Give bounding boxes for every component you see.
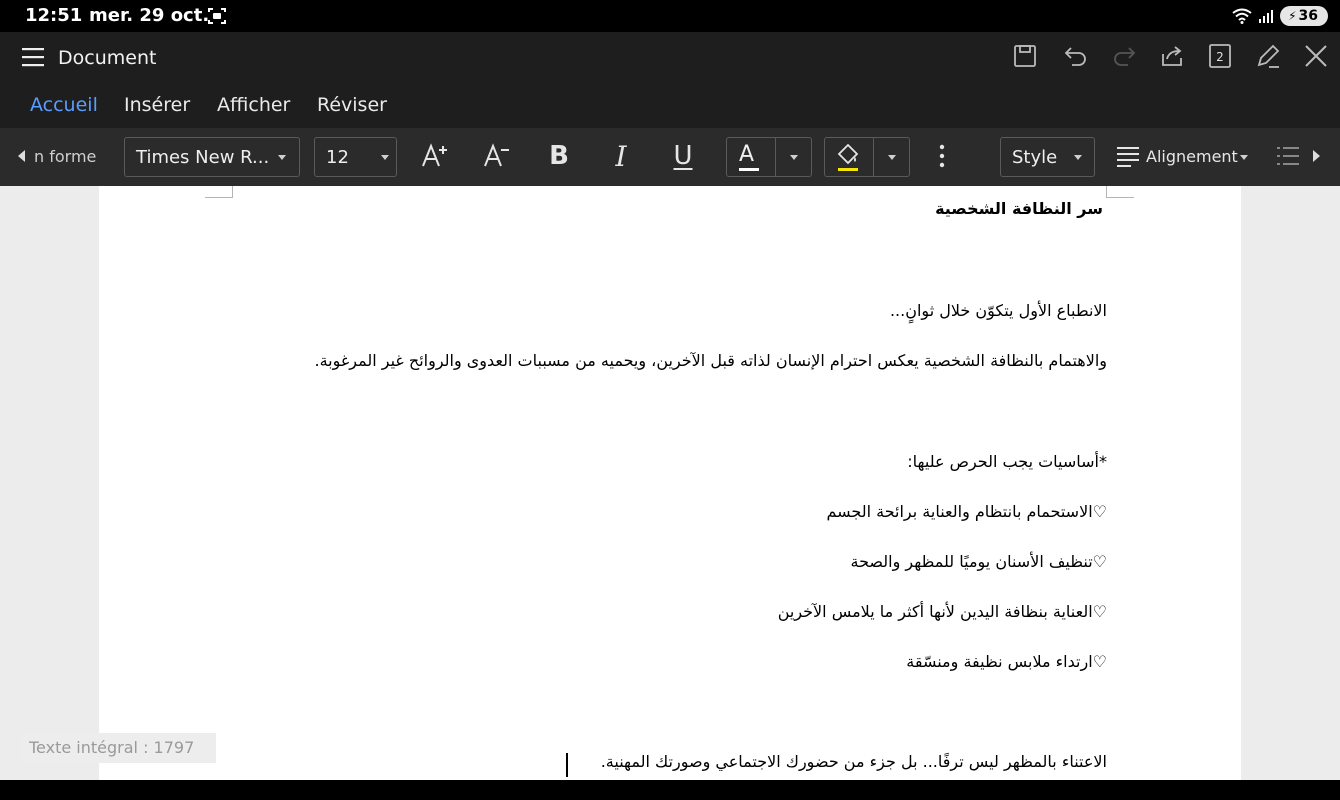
increase-font-icon[interactable] [419,140,451,172]
alignment-dropdown[interactable]: Alignement [1146,147,1238,166]
document-heading[interactable]: سر النظافة الشخصية [935,199,1103,218]
format-painter-label[interactable]: n forme [34,147,97,166]
paragraph-line[interactable]: الاعتناء بالمظهر ليس ترفًا... بل جزء من حضورك الاجتماعي وصورتك المهنية. [600,752,1107,771]
paragraph-line[interactable]: والاهتمام بالنظافة الشخصية يعكس احترام الإنسان لذاته قبل الآخرين، ويحميه من مسببات العدوى والروائح غير المرغوبة. [314,351,1107,370]
document-title: Document [58,47,157,69]
chevron-down-icon [790,155,798,160]
formatting-ribbon [0,128,1340,186]
undo-icon[interactable] [1063,43,1089,69]
font-size-value: 12 [326,147,349,168]
status-date: mer. 29 oct. [89,5,210,26]
highlighter-icon [836,143,860,167]
close-icon[interactable] [1303,43,1329,69]
battery-level: 36 [1298,8,1318,24]
pages-badge: 2 [1216,50,1224,64]
document-canvas[interactable] [0,186,1340,780]
font-name-value: Times New R... [136,147,270,168]
list-item[interactable]: ♡تنظيف الأسنان يوميًا للمظهر والصحة [850,552,1107,571]
screenshot-icon [207,6,227,26]
tab-reviser[interactable]: Réviser [317,94,387,116]
menu-icon[interactable] [22,45,44,69]
scroll-right-icon[interactable] [1313,150,1320,162]
highlight-color-dropdown[interactable] [824,137,910,177]
signal-icon [1258,8,1274,24]
paragraph-line[interactable]: *أساسيات يجب الحرص عليها: [907,452,1107,471]
share-icon[interactable] [1159,43,1185,69]
alignment-icon[interactable] [1117,145,1139,167]
save-icon[interactable] [1012,43,1038,69]
list-item[interactable]: ♡العناية بنظافة اليدين لأنها أكثر ما يلامس الآخرين [777,602,1107,621]
italic-button[interactable]: I [615,139,627,173]
tab-inserer[interactable]: Insérer [124,94,191,116]
list-item[interactable]: ♡ارتداء ملابس نظيفة ومنسّقة [906,652,1107,671]
font-color-dropdown[interactable] [726,137,812,177]
underline-button[interactable]: U [673,141,693,171]
style-label: Style [1012,147,1058,168]
scroll-left-icon[interactable] [18,150,25,162]
paragraph-line[interactable]: الانطباع الأول يتكوّن خلال ثوانٍ... [889,301,1107,320]
split-divider [873,138,874,176]
list-item[interactable]: ♡الاستحمام بانتظام والعناية برائحة الجسم [826,502,1107,521]
page-margin-marker [205,186,233,198]
text-cursor [566,753,568,777]
redo-icon[interactable] [1111,43,1137,69]
wifi-icon [1232,8,1252,24]
more-options-icon[interactable] [926,140,958,172]
status-time: 12:51 [25,5,83,26]
page-margin-marker [1106,186,1134,198]
chevron-down-icon [1240,155,1248,160]
tab-accueil[interactable]: Accueil [30,94,98,116]
chevron-down-icon [888,155,896,160]
battery-icon: ⚡ 36 [1280,6,1328,26]
font-color-icon: A [739,142,755,167]
title-bar [0,32,1340,84]
chevron-down-icon [1074,155,1082,160]
decrease-font-icon[interactable] [481,140,513,172]
font-name-dropdown[interactable] [124,137,300,177]
document-page[interactable] [99,186,1241,780]
split-divider [775,138,776,176]
style-dropdown[interactable] [1000,137,1095,177]
status-bar [0,0,1340,32]
pages-icon[interactable] [1207,43,1233,69]
edit-icon[interactable] [1255,43,1281,69]
chevron-down-icon [381,155,389,160]
font-size-dropdown[interactable] [314,137,397,177]
bold-button[interactable]: B [549,141,569,171]
bottom-bar [0,780,1340,800]
word-count: Texte intégral : 1797 [21,733,216,763]
tab-afficher[interactable]: Afficher [217,94,291,116]
list-icon[interactable] [1277,145,1299,167]
font-color-swatch [739,168,759,171]
highlight-swatch [838,168,858,171]
chevron-down-icon [278,155,286,160]
menu-tabs [0,84,1340,128]
